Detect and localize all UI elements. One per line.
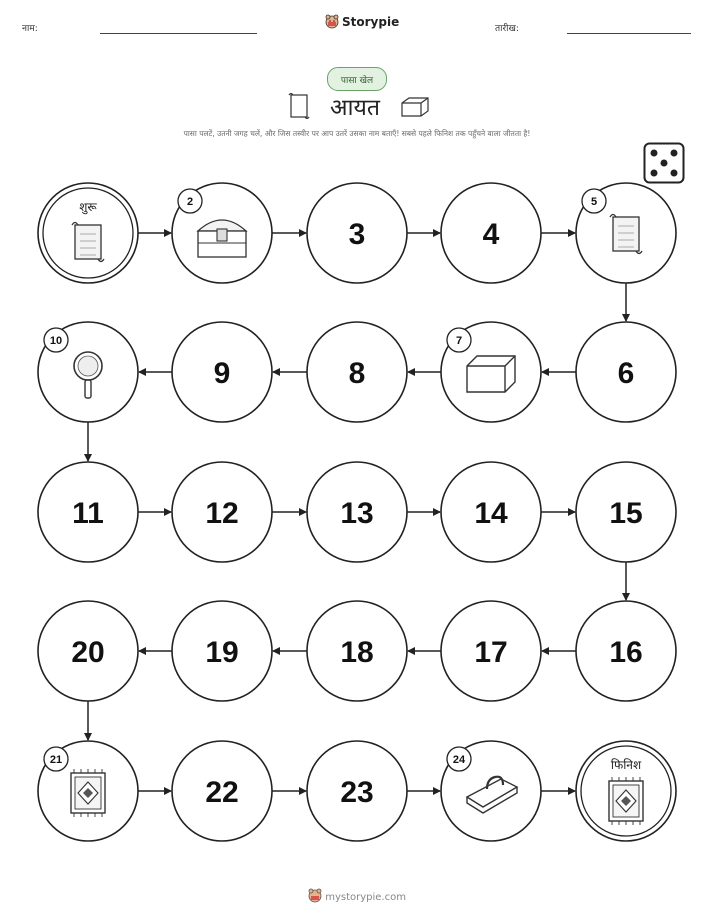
board-space-6[interactable] xyxy=(576,322,676,422)
space-number-badge: 2 xyxy=(186,196,194,208)
space-number-badge: 10 xyxy=(49,335,63,347)
board-space-25[interactable] xyxy=(576,741,676,841)
brand-name: Storypie xyxy=(342,14,400,29)
board-space-22[interactable] xyxy=(172,741,272,841)
space-number: 15 xyxy=(609,497,643,530)
board-space-14[interactable] xyxy=(441,462,541,562)
board-space-3[interactable] xyxy=(307,183,407,283)
board-space-5[interactable] xyxy=(576,183,676,283)
space-number: 19 xyxy=(205,636,239,669)
space-number: 4 xyxy=(482,218,500,251)
board-space-2[interactable] xyxy=(172,183,272,283)
space-number: 3 xyxy=(348,218,366,251)
board-space-1[interactable] xyxy=(38,183,138,283)
page-title: आयत xyxy=(330,95,380,121)
board-space-12[interactable] xyxy=(172,462,272,562)
scroll-icon xyxy=(72,223,104,262)
rug-icon xyxy=(71,769,105,817)
space-number: 11 xyxy=(72,497,104,530)
game-badge: पासा खेल xyxy=(327,67,387,91)
space-number: 12 xyxy=(205,497,239,530)
date-label: तारीख: xyxy=(495,24,519,34)
scroll-icon xyxy=(610,215,642,254)
board-space-18[interactable] xyxy=(307,601,407,701)
board-space-4[interactable] xyxy=(441,183,541,283)
board-space-13[interactable] xyxy=(307,462,407,562)
board-space-9[interactable] xyxy=(172,322,272,422)
footer xyxy=(0,888,714,903)
space-number-badge: 24 xyxy=(452,754,466,766)
space-number: 18 xyxy=(340,636,374,669)
board-space-11[interactable] xyxy=(38,462,138,562)
board-space-10[interactable] xyxy=(38,322,138,422)
space-number: 9 xyxy=(213,357,231,390)
board-space-19[interactable] xyxy=(172,601,272,701)
board-space-7[interactable] xyxy=(441,322,541,422)
name-label: नाम: xyxy=(22,24,38,34)
space-number: 17 xyxy=(474,636,508,669)
start-label: शुरू xyxy=(79,200,97,214)
board-space-21[interactable] xyxy=(38,741,138,841)
board-space-16[interactable] xyxy=(576,601,676,701)
finish-label: फिनिश xyxy=(610,758,642,772)
space-number-badge: 7 xyxy=(455,335,463,347)
board-space-8[interactable] xyxy=(307,322,407,422)
block-icon xyxy=(467,356,515,392)
board-space-15[interactable] xyxy=(576,462,676,562)
space-number-badge: 21 xyxy=(49,754,63,766)
bear-mascot-icon xyxy=(308,888,322,903)
board-space-24[interactable] xyxy=(441,741,541,841)
space-number: 13 xyxy=(340,497,374,530)
space-number: 8 xyxy=(348,357,366,390)
board-space-23[interactable] xyxy=(307,741,407,841)
space-number: 14 xyxy=(474,497,508,530)
board-space-17[interactable] xyxy=(441,601,541,701)
treasure-chest-icon xyxy=(198,220,246,257)
instructions: पासा पलटें, उतनी जगह चलें, और जिस तस्वीर पर आप उतरें उसका नाम बताएँ! सबसे पहले फिनिश तक पहुँचने वाला जीतता है! xyxy=(183,129,531,138)
space-number: 6 xyxy=(617,357,635,390)
footer-site: mystorypie.com xyxy=(325,892,406,903)
board-space-20[interactable] xyxy=(38,601,138,701)
space-number: 16 xyxy=(609,636,643,669)
space-number: 22 xyxy=(205,776,239,809)
rug-icon xyxy=(609,777,643,825)
space-number-badge: 5 xyxy=(590,196,598,208)
space-number: 20 xyxy=(71,636,105,669)
space-number: 23 xyxy=(340,776,374,809)
